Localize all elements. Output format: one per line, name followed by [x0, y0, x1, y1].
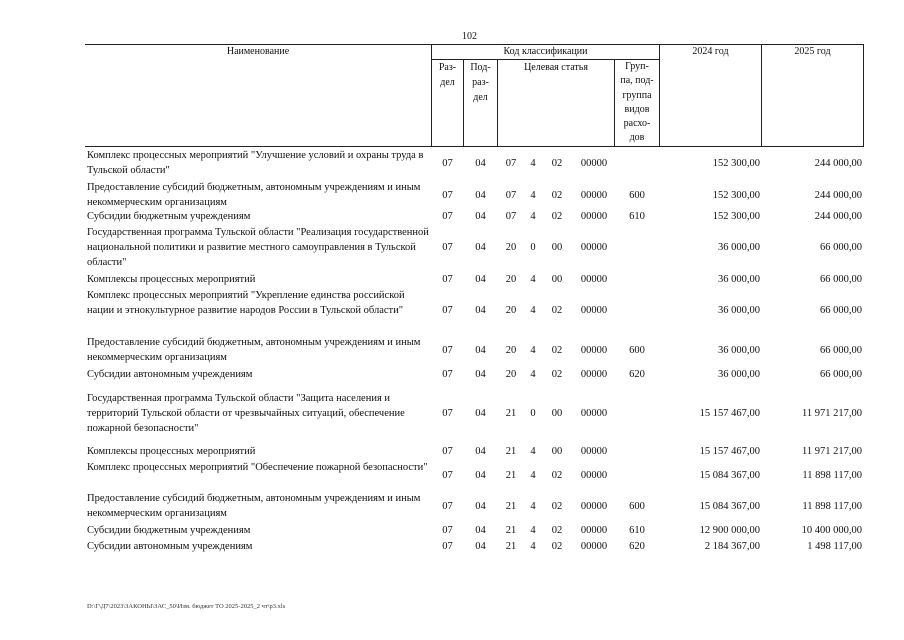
cell-amount-2025: 11 898 117,00	[802, 500, 862, 512]
cell-target-direction: 00000	[580, 305, 608, 316]
cell-target-program: 07	[505, 189, 517, 201]
cell-target-program: 20	[505, 344, 517, 356]
cell-expense-group: 610	[629, 525, 645, 536]
cell-amount-2024: 36 000,00	[718, 369, 760, 380]
cell-amount-2024: 36 000,00	[718, 242, 760, 253]
cell-podrazdel: 04	[475, 469, 486, 481]
header-year-2024: 2024 год	[692, 46, 729, 57]
table-row	[0, 539, 904, 554]
table-row	[0, 209, 904, 224]
table-row	[0, 335, 904, 365]
cell-target-type: 0	[530, 242, 536, 253]
cell-target-type: 4	[530, 369, 536, 380]
cell-target-direction: 00000	[580, 274, 608, 285]
header-code: Код классификации	[503, 46, 588, 57]
cell-podrazdel: 04	[475, 305, 486, 316]
file-path-footer: D:\Г\Д7\2023\ЗАКОНЫ\ЗАС_50\Изм. бюджет ТО 2025-2025_2 чт\р3.xls	[87, 603, 286, 610]
table-row	[0, 491, 904, 521]
cell-target-subprogram: 02	[551, 469, 563, 481]
cell-name: Государственная программа Тульской области "Защита населения и территорий Тульской области от чрезвычайных ситуаций, обеспечение пожарной безопасности"	[87, 393, 405, 434]
cell-target-direction: 00000	[580, 157, 608, 169]
cell-amount-2025: 1 498 117,00	[807, 541, 862, 552]
cell-target-program: 20	[505, 274, 517, 285]
header-target: Целевая статья	[524, 62, 588, 73]
cell-target-program: 21	[505, 500, 517, 512]
cell-razdel: 07	[442, 369, 453, 380]
cell-name: Предоставление субсидий бюджетным, автономным учреждениям и иным некоммерческим организациям	[87, 337, 421, 363]
cell-razdel: 07	[442, 446, 453, 457]
cell-razdel: 07	[442, 157, 453, 169]
cell-amount-2025: 11 971 217,00	[802, 408, 862, 419]
table-row	[0, 288, 904, 333]
cell-razdel: 07	[442, 500, 453, 512]
cell-razdel: 07	[442, 242, 453, 253]
cell-name: Субсидии автономным учреждениям	[87, 369, 253, 380]
cell-target-direction: 00000	[580, 211, 608, 222]
cell-amount-2024: 2 184 367,00	[704, 541, 760, 552]
cell-target-type: 0	[530, 408, 536, 419]
cell-amount-2024: 15 084 367,00	[699, 469, 760, 481]
cell-podrazdel: 04	[475, 408, 486, 419]
cell-target-type: 4	[530, 469, 536, 481]
cell-amount-2025: 66 000,00	[820, 305, 862, 316]
cell-razdel: 07	[442, 541, 453, 552]
col-divider-2024	[761, 44, 762, 146]
cell-expense-group: 620	[629, 369, 645, 380]
cell-target-subprogram: 02	[551, 305, 563, 316]
cell-amount-2025: 66 000,00	[820, 369, 862, 380]
cell-target-direction: 00000	[580, 369, 608, 380]
cell-amount-2025: 11 898 117,00	[802, 469, 862, 481]
cell-target-direction: 00000	[580, 500, 608, 512]
cell-expense-group: 600	[629, 500, 645, 512]
cell-target-subprogram: 02	[551, 157, 563, 169]
cell-target-direction: 00000	[580, 541, 608, 552]
cell-target-type: 4	[530, 305, 536, 316]
cell-target-type: 4	[530, 344, 536, 356]
cell-podrazdel: 04	[475, 500, 486, 512]
cell-podrazdel: 04	[475, 242, 486, 253]
cell-razdel: 07	[442, 525, 453, 536]
cell-target-subprogram: 02	[551, 344, 563, 356]
cell-podrazdel: 04	[475, 525, 486, 536]
cell-target-type: 4	[530, 500, 536, 512]
cell-amount-2024: 152 300,00	[712, 211, 760, 222]
col-divider-code	[659, 44, 660, 146]
cell-target-subprogram: 02	[551, 541, 563, 552]
cell-target-direction: 00000	[580, 344, 608, 356]
cell-amount-2024: 152 300,00	[712, 189, 760, 201]
cell-target-program: 20	[505, 242, 517, 253]
cell-podrazdel: 04	[475, 541, 486, 552]
cell-name: Субсидии бюджетным учреждениям	[87, 211, 251, 222]
cell-amount-2024: 12 900 000,00	[699, 525, 760, 536]
cell-target-direction: 00000	[580, 189, 608, 201]
cell-amount-2024: 36 000,00	[718, 305, 760, 316]
cell-target-direction: 00000	[580, 525, 608, 536]
cell-target-program: 21	[505, 469, 517, 481]
cell-expense-group: 620	[629, 541, 645, 552]
cell-target-direction: 00000	[580, 408, 608, 419]
cell-amount-2024: 152 300,00	[712, 157, 760, 169]
cell-target-type: 4	[530, 274, 536, 285]
table-row	[0, 391, 904, 436]
cell-podrazdel: 04	[475, 157, 486, 169]
cell-target-type: 4	[530, 446, 536, 457]
header-podrazdel: Под- раз- дел	[470, 62, 491, 103]
cell-amount-2024: 15 157 467,00	[699, 408, 760, 419]
header-bottom-border	[85, 146, 864, 147]
cell-target-program: 20	[505, 369, 517, 380]
cell-target-direction: 00000	[580, 242, 608, 253]
page-number: 102	[462, 31, 477, 42]
cell-razdel: 07	[442, 408, 453, 419]
cell-target-program: 21	[505, 408, 517, 419]
cell-podrazdel: 04	[475, 369, 486, 380]
cell-amount-2025: 244 000,00	[814, 211, 862, 222]
cell-target-subprogram: 00	[551, 274, 563, 285]
table-row	[0, 460, 904, 490]
cell-target-type: 4	[530, 541, 536, 552]
cell-target-subprogram: 02	[551, 369, 563, 380]
cell-name: Субсидии бюджетным учреждениям	[87, 525, 251, 536]
cell-target-subprogram: 00	[551, 408, 563, 419]
cell-amount-2025: 66 000,00	[820, 344, 862, 356]
cell-razdel: 07	[442, 189, 453, 201]
cell-amount-2025: 66 000,00	[820, 274, 862, 285]
cell-target-subprogram: 00	[551, 446, 563, 457]
cell-target-direction: 00000	[580, 469, 608, 481]
table-row	[0, 444, 904, 459]
cell-amount-2025: 244 000,00	[814, 189, 862, 201]
cell-name: Субсидии автономным учреждениям	[87, 541, 253, 552]
cell-target-program: 07	[505, 157, 517, 169]
cell-name: Предоставление субсидий бюджетным, автономным учреждениям и иным некоммерческим организациям	[87, 182, 421, 208]
table-row	[0, 367, 904, 382]
cell-razdel: 07	[442, 344, 453, 356]
cell-expense-group: 600	[629, 189, 645, 201]
col-right-border	[863, 44, 864, 146]
cell-name: Предоставление субсидий бюджетным, автономным учреждениям и иным некоммерческим организациям	[87, 493, 421, 519]
table-row	[0, 523, 904, 538]
cell-target-subprogram: 02	[551, 211, 563, 222]
table-row	[0, 148, 904, 178]
cell-name: Комплексы процессных мероприятий	[87, 274, 256, 285]
cell-amount-2024: 36 000,00	[718, 274, 760, 285]
cell-amount-2025: 11 971 217,00	[802, 446, 862, 457]
cell-razdel: 07	[442, 305, 453, 316]
cell-target-type: 4	[530, 211, 536, 222]
cell-amount-2025: 244 000,00	[814, 157, 862, 169]
cell-target-direction: 00000	[580, 446, 608, 457]
cell-razdel: 07	[442, 469, 453, 481]
header-group: Груп- па, под- группа видов расхо- дов	[620, 61, 654, 144]
cell-target-type: 4	[530, 189, 536, 201]
cell-expense-group: 600	[629, 344, 645, 356]
cell-target-subprogram: 02	[551, 189, 563, 201]
cell-target-subprogram: 00	[551, 242, 563, 253]
cell-amount-2024: 15 084 367,00	[699, 500, 760, 512]
cell-amount-2024: 36 000,00	[718, 344, 760, 356]
cell-podrazdel: 04	[475, 274, 486, 285]
cell-razdel: 07	[442, 274, 453, 285]
cell-razdel: 07	[442, 211, 453, 222]
cell-name: Комплекс процессных мероприятий "Улучшение условий и охраны труда в Тульской области"	[87, 150, 424, 176]
header-razdel: Раз- дел	[438, 62, 457, 88]
cell-target-type: 4	[530, 525, 536, 536]
table-row	[0, 225, 904, 270]
cell-name: Государственная программа Тульской области "Реализация государственной национальной политики и развитие местного самоуправления в Тульской области"	[87, 227, 429, 268]
cell-target-program: 21	[505, 541, 517, 552]
table-row	[0, 180, 904, 210]
cell-podrazdel: 04	[475, 211, 486, 222]
cell-amount-2024: 15 157 467,00	[699, 446, 760, 457]
cell-target-program: 20	[505, 305, 517, 316]
cell-name: Комплексы процессных мероприятий	[87, 446, 256, 457]
cell-podrazdel: 04	[475, 344, 486, 356]
cell-podrazdel: 04	[475, 189, 486, 201]
cell-expense-group: 610	[629, 211, 645, 222]
cell-name: Комплекс процессных мероприятий "Обеспечение пожарной безопасности"	[87, 462, 428, 473]
cell-amount-2025: 66 000,00	[820, 242, 862, 253]
cell-podrazdel: 04	[475, 446, 486, 457]
cell-name: Комплекс процессных мероприятий "Укрепление единства российской нации и этнокультурное развитие народов России в Тульской области"	[87, 290, 405, 316]
cell-target-subprogram: 02	[551, 525, 563, 536]
cell-target-program: 21	[505, 525, 517, 536]
header-year-2025: 2025 год	[794, 46, 831, 57]
cell-target-type: 4	[530, 157, 536, 169]
cell-target-program: 07	[505, 211, 517, 222]
cell-target-subprogram: 02	[551, 500, 563, 512]
cell-amount-2025: 10 400 000,00	[801, 525, 862, 536]
header-name: Наименование	[226, 46, 290, 57]
table-row	[0, 272, 904, 287]
cell-target-program: 21	[505, 446, 517, 457]
